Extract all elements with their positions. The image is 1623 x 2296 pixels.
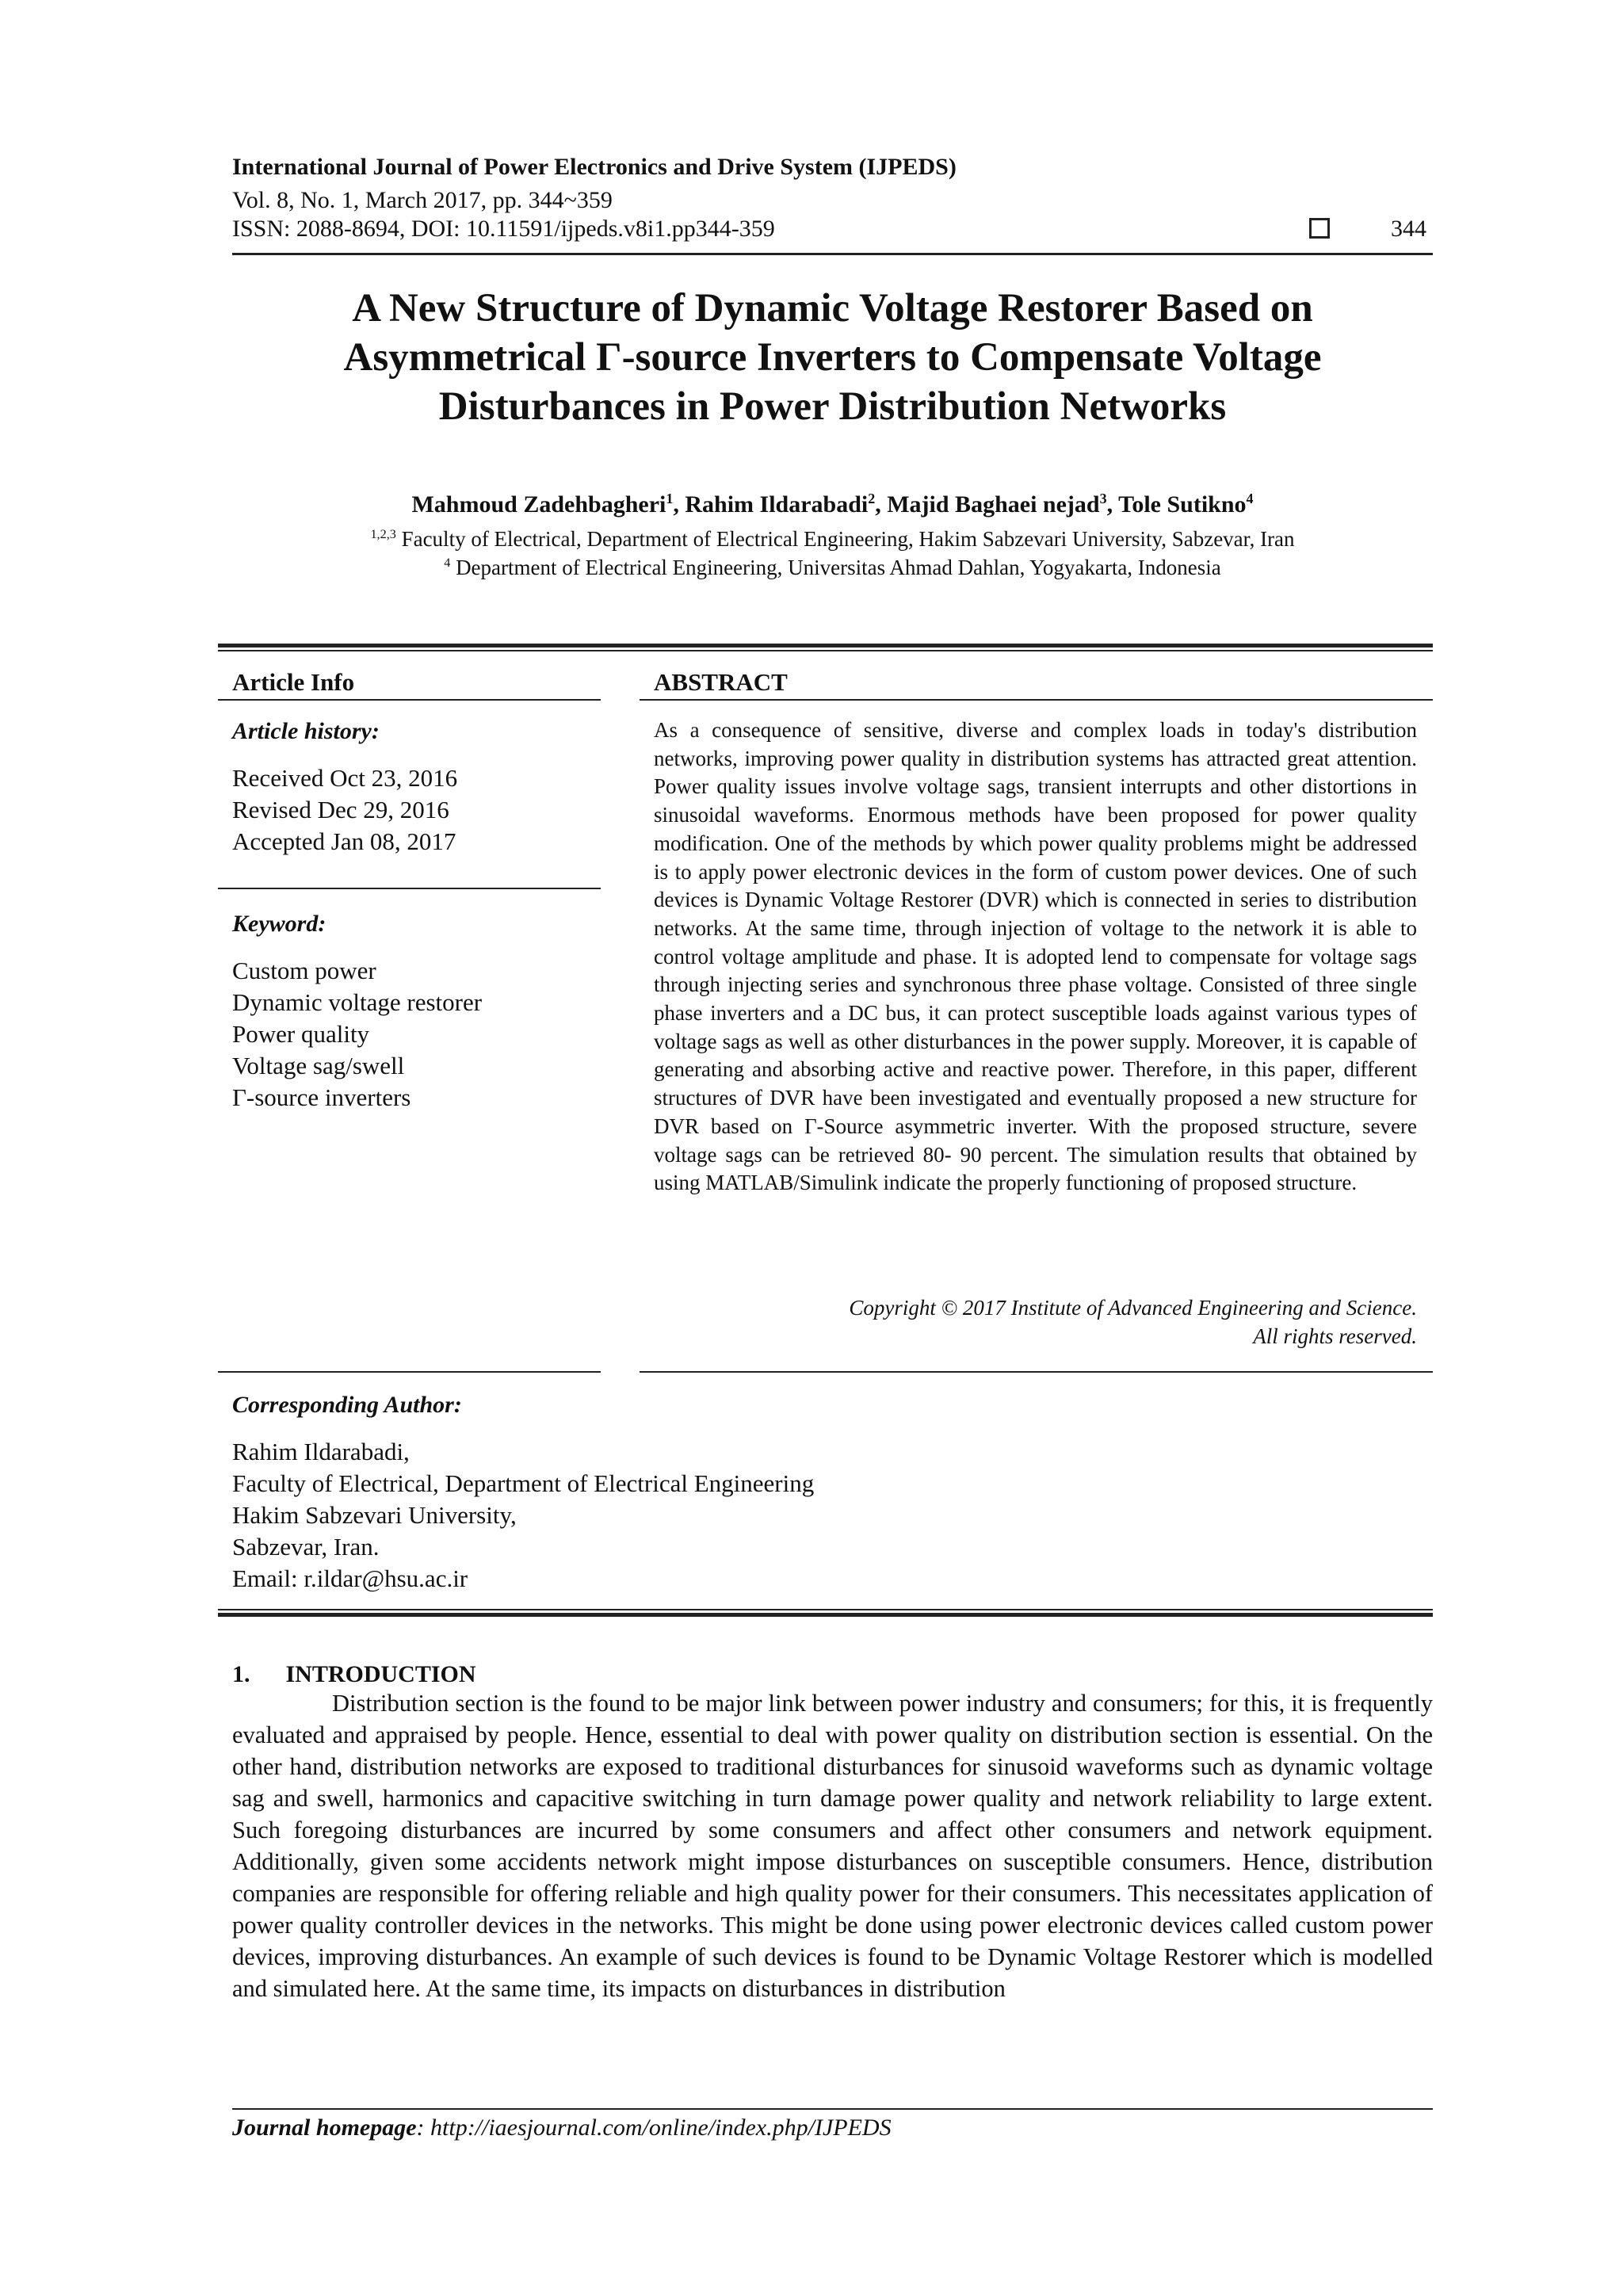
history-revised: Revised Dec 29, 2016 <box>232 796 449 823</box>
affiliation-sup: 1,2,3 <box>370 527 396 541</box>
keyword-item: Voltage sag/swell <box>232 1052 405 1079</box>
author-name: Mahmoud Zadehbagheri <box>411 491 666 518</box>
section-double-rule <box>218 644 1433 648</box>
history-accepted: Accepted Jan 08, 2017 <box>232 827 456 855</box>
homepage-url[interactable]: : http://iaesjournal.com/online/index.php/IJPEDS <box>416 2115 892 2141</box>
page-number: 344 <box>1391 216 1426 242</box>
keyword-item: Power quality <box>232 1020 370 1048</box>
author-name: Majid Baghaei nejad <box>887 491 1100 518</box>
paper-title <box>232 284 1433 431</box>
article-info-heading: Article Info <box>232 668 355 696</box>
abstract-bottom-rule <box>640 1371 1433 1373</box>
header-rule <box>232 253 1433 255</box>
corresponding-faculty: Faculty of Electrical, Department of Electrical Engineering <box>232 1469 815 1497</box>
author-sep: , <box>673 491 685 518</box>
history-received: Received Oct 23, 2016 <box>232 764 458 792</box>
title-line-2: Asymmetrical Γ-source Inverters to Compensate Voltage <box>343 335 1322 380</box>
article-history-heading: Article history: <box>232 718 380 744</box>
checkbox-icon <box>1309 218 1330 239</box>
introduction-heading: 1. INTRODUCTION <box>232 1661 476 1687</box>
keyword-item: Custom power <box>232 957 376 984</box>
corresponding-name: Rahim Ildarabadi, <box>232 1438 410 1465</box>
copyright <box>654 1293 1417 1350</box>
affiliation-2 <box>232 555 1433 580</box>
corresponding-double-rule <box>218 1613 1433 1617</box>
author-sep: , <box>1106 491 1119 518</box>
abstract-rule <box>640 699 1433 701</box>
keyword-rule <box>218 888 601 889</box>
keyword-item: Dynamic voltage restorer <box>232 988 483 1016</box>
corresponding-email: Email: r.ildar@hsu.ac.ir <box>232 1564 468 1592</box>
abstract-heading: ABSTRACT <box>654 668 788 696</box>
author-sep: , <box>875 491 888 518</box>
article-info-rule <box>218 699 601 701</box>
title-line-1: A New Structure of Dynamic Voltage Restorer Based on <box>352 286 1313 330</box>
issn-doi: ISSN: 2088-8694, DOI: 10.11591/ijpeds.v8i1.pp344-359 <box>232 216 775 242</box>
introduction-text: Distribution section is the found to be major link between power industry and consumers; for this, it is frequently evaluated and appraised by people. Hence, essential to deal with power quality on distribution section is essential. On the other hand, distribution networks are exposed to traditional disturbances for sinusoid waveforms such as dynamic voltage sag and swell, harmonics and capacitive switching in turn damage power quality and network reliability to large extent. Such foregoing disturbances are incurred by some consumers and affect other consumers and network equipment. Additionally, given some accidents network might impose disturbances on susceptible consumers. Hence, distribution companies are responsible for offering reliable and high quality power for their consumers. This necessitates application of power quality controller devices in the networks. This might be done using power electronic devices called custom power devices, improving disturbances. An example of such devices is found to be Dynamic Voltage Restorer which is modelled and simulated here. At the same time, its impacts on disturbances in distribution <box>232 1690 1433 2002</box>
journal-name: International Journal of Power Electronics and Drive System (IJPEDS) <box>232 154 957 180</box>
title-line-3: Disturbances in Power Distribution Networks <box>438 384 1227 429</box>
affiliation-sup: 4 <box>444 556 451 570</box>
author-list <box>232 491 1433 518</box>
author-sup: 4 <box>1246 491 1254 506</box>
keyword-item: Γ-source inverters <box>232 1083 411 1111</box>
copyright-line-1: Copyright © 2017 Institute of Advanced Engineering and Science. <box>849 1296 1417 1320</box>
affiliation-text: Department of Electrical Engineering, Universitas Ahmad Dahlan, Yogyakarta, Indonesia <box>450 556 1221 579</box>
corresponding-university: Hakim Sabzevari University, <box>232 1501 517 1529</box>
author-sup: 2 <box>868 491 876 506</box>
corresponding-heading: Corresponding Author: <box>232 1392 462 1418</box>
author-sup: 1 <box>666 491 674 506</box>
corresponding-double-rule-thin <box>218 1609 1433 1610</box>
section-double-rule-thin <box>218 650 1433 651</box>
article-info-bottom-rule <box>218 1371 601 1373</box>
affiliation-text: Faculty of Electrical, Department of Electrical Engineering, Hakim Sabzevari University, Sabzevar, Iran <box>395 527 1295 551</box>
footer-rule <box>232 2108 1433 2110</box>
abstract-text: As a consequence of sensitive, diverse and complex loads in today's distribution networks, improving power quality in distribution systems has attracted great attention. Power quality issues involve voltage sags, transient interrupts and other distortions in sinusoidal waveforms. Enormous methods have been proposed for power quality modification. One of the methods by which power quality problems might be addressed is to apply power electronic devices in the form of custom power devices. One of such devices is Dynamic Voltage Restorer (DVR) which is connected in series to distribution networks. At the same time, through injection of voltage to the network it is able to control voltage amplitude and phase. It is adopted lend to compensate for voltage sags through injecting series and synchronous three phase voltage. Consisted of three single phase inverters and a DC bus, it can protect susceptible loads against various types of voltage sags as well as other disturbances in the power supply. Moreover, it is capable of generating and absorbing active and reactive power. Therefore, in this paper, different structures of DVR have been investigated and eventually proposed a new structure for DVR based on Γ-Source asymmetric inverter. With the proposed structure, severe voltage sags can be retrieved 80- 90 percent. The simulation results that obtained by using MATLAB/Simulink indicate the properly functioning of proposed structure. <box>654 718 1417 1195</box>
author-name: Rahim Ildarabadi <box>685 491 869 518</box>
journal-homepage <box>232 2115 892 2141</box>
keyword-heading: Keyword: <box>232 911 327 937</box>
affiliation-1 <box>232 526 1433 552</box>
author-name: Tole Sutikno <box>1118 491 1247 518</box>
author-sup: 3 <box>1099 491 1107 506</box>
homepage-label: Journal homepage <box>232 2115 417 2141</box>
copyright-line-2: All rights reserved. <box>1253 1324 1417 1348</box>
corresponding-city: Sabzevar, Iran. <box>232 1533 380 1561</box>
volume-info: Vol. 8, No. 1, March 2017, pp. 344~359 <box>232 187 613 213</box>
